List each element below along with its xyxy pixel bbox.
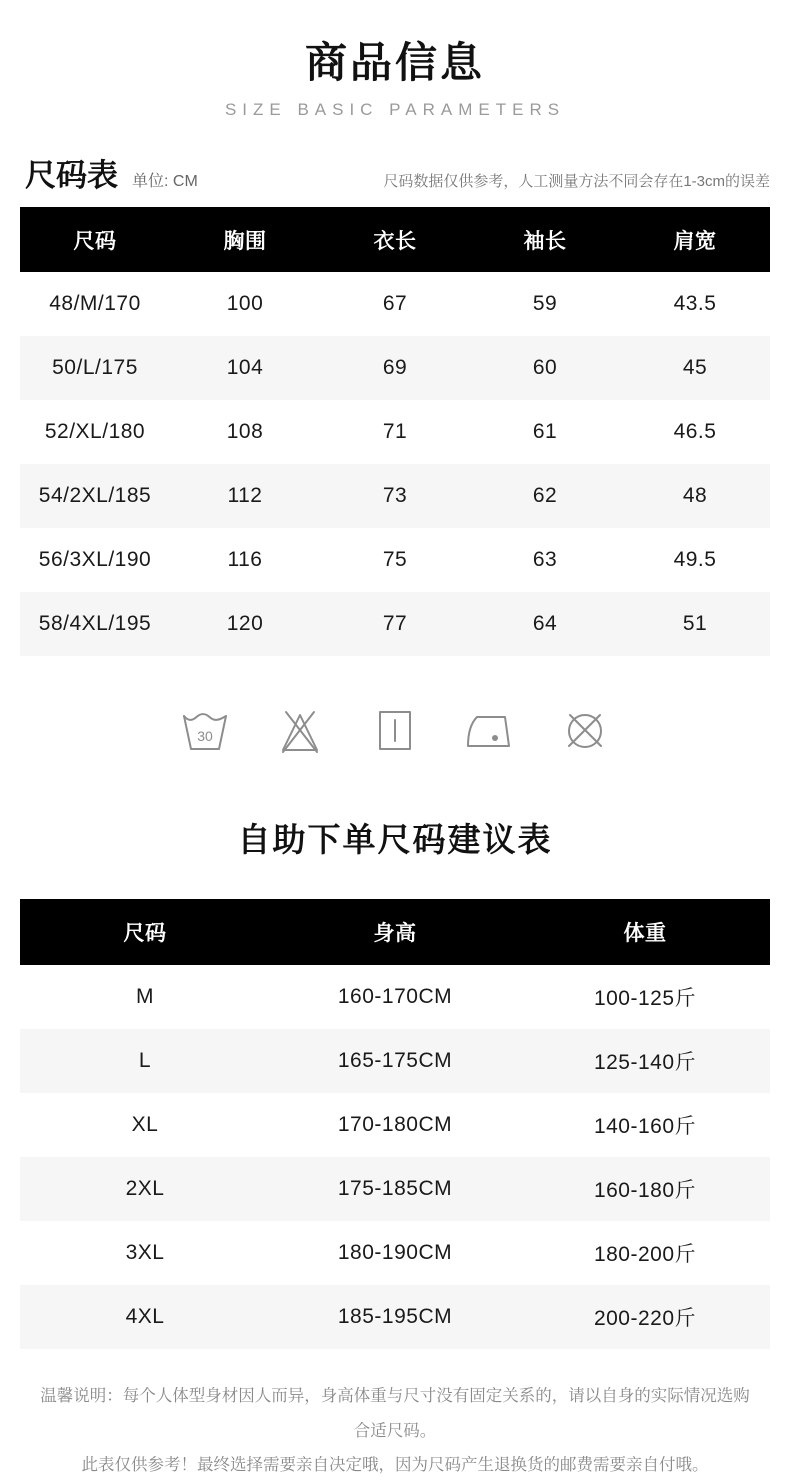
column-header: 尺码 (73, 229, 117, 253)
table-cell: 46.5 (673, 420, 717, 443)
table-row (20, 336, 770, 400)
table-cell: 100-125斤 (593, 987, 697, 1010)
table-cell: 180-190CM (337, 1241, 453, 1264)
table-cell: 64 (532, 612, 558, 635)
page-title: 商品信息 (304, 39, 485, 86)
table-row (20, 400, 770, 464)
do-not-bleach-icon (274, 704, 326, 756)
table-cell: 2XL (125, 1177, 165, 1200)
wash-30-icon (179, 704, 231, 756)
table-cell: M (136, 985, 154, 1008)
table-cell: 175-185CM (337, 1177, 453, 1200)
drip-dry-icon (369, 704, 421, 756)
table-cell: 58/4XL/195 (38, 612, 152, 635)
table-row (20, 272, 770, 336)
table-cell: 3XL (125, 1241, 165, 1264)
table-row (20, 1029, 770, 1093)
table-cell: 77 (382, 612, 408, 635)
table-cell: 60 (532, 356, 558, 379)
table-cell: 185-195CM (337, 1305, 453, 1328)
unit-label: 单位: CM (132, 173, 198, 190)
table-cell: 71 (382, 420, 408, 443)
recommend-table (20, 899, 770, 1349)
table-cell: 61 (532, 420, 558, 443)
table-cell: 104 (226, 356, 264, 379)
table-cell: 180-200斤 (593, 1243, 697, 1266)
table-cell: 50/L/175 (52, 356, 138, 379)
table-row (20, 1285, 770, 1349)
table-cell: 125-140斤 (593, 1051, 697, 1074)
table-cell: 4XL (125, 1305, 165, 1328)
table-cell: 67 (382, 292, 408, 315)
table-cell: 54/2XL/185 (38, 484, 152, 507)
table-cell: 56/3XL/190 (38, 548, 152, 571)
size-chart-title: 尺码表 (25, 158, 118, 193)
care-icons-row (0, 704, 790, 756)
table-row (20, 1093, 770, 1157)
table-cell: 170-180CM (337, 1113, 453, 1136)
table-cell: 140-160斤 (593, 1115, 697, 1138)
table-cell: 160-180斤 (593, 1179, 697, 1202)
size-chart-label-group (25, 150, 198, 195)
table-cell: 51 (682, 612, 708, 635)
table-cell: 49.5 (673, 548, 717, 571)
table-cell: 62 (532, 484, 558, 507)
table-cell: XL (131, 1113, 159, 1136)
table-cell: 69 (382, 356, 408, 379)
table-cell: 200-220斤 (593, 1307, 697, 1330)
column-header: 衣长 (373, 229, 417, 253)
table-cell: L (138, 1049, 152, 1072)
column-header: 尺码 (123, 922, 167, 945)
size-chart-label-row (25, 150, 770, 195)
iron-low-heat-icon (464, 704, 516, 756)
table-row (20, 528, 770, 592)
table-cell: 100 (226, 292, 264, 315)
table-cell: 160-170CM (337, 985, 453, 1008)
table-cell: 73 (382, 484, 408, 507)
svg-text:30: 30 (197, 728, 213, 744)
column-header: 肩宽 (673, 229, 717, 253)
table-cell: 75 (382, 548, 408, 571)
footnote (35, 1379, 755, 1483)
table-cell: 63 (532, 548, 558, 571)
table-row (20, 592, 770, 656)
table-cell: 43.5 (673, 292, 717, 315)
table-cell: 59 (532, 292, 558, 315)
column-header: 体重 (623, 922, 667, 945)
table-cell: 112 (227, 484, 263, 507)
table-cell: 45 (682, 356, 708, 379)
column-header: 胸围 (223, 229, 267, 253)
column-header: 身高 (373, 922, 417, 945)
measurement-note: 尺码数据仅供参考，人工测量方法不同会存在1-3cm的误差 (383, 173, 770, 190)
table-cell: 48/M/170 (49, 292, 141, 315)
column-header: 袖长 (523, 229, 567, 253)
do-not-dry-clean-icon (559, 704, 611, 756)
size-table (20, 207, 770, 656)
table-header-row (20, 899, 770, 965)
table-row (20, 1157, 770, 1221)
table-cell: 165-175CM (337, 1049, 453, 1072)
page-subtitle: SIZE BASIC PARAMETERS (224, 100, 566, 119)
table-header-row (20, 207, 770, 272)
footnote-line-1: 温馨说明：每个人体型身材因人而异，身高体重与尺寸没有固定关系的，请以自身的实际情况选购合适尺码。 (40, 1387, 750, 1440)
footnote-line-2: 此表仅供参考！最终选择需要亲自决定哦，因为尺码产生退换货的邮费需要亲自付哦。 (81, 1456, 709, 1475)
table-row (20, 965, 770, 1029)
table-row (20, 1221, 770, 1285)
table-cell: 52/XL/180 (44, 420, 146, 443)
table-cell: 116 (227, 548, 263, 571)
table-cell: 108 (226, 420, 264, 443)
table-cell: 48 (682, 484, 708, 507)
table-row (20, 464, 770, 528)
table-cell: 120 (226, 612, 264, 635)
recommend-table-title: 自助下单尺码建议表 (237, 821, 553, 858)
